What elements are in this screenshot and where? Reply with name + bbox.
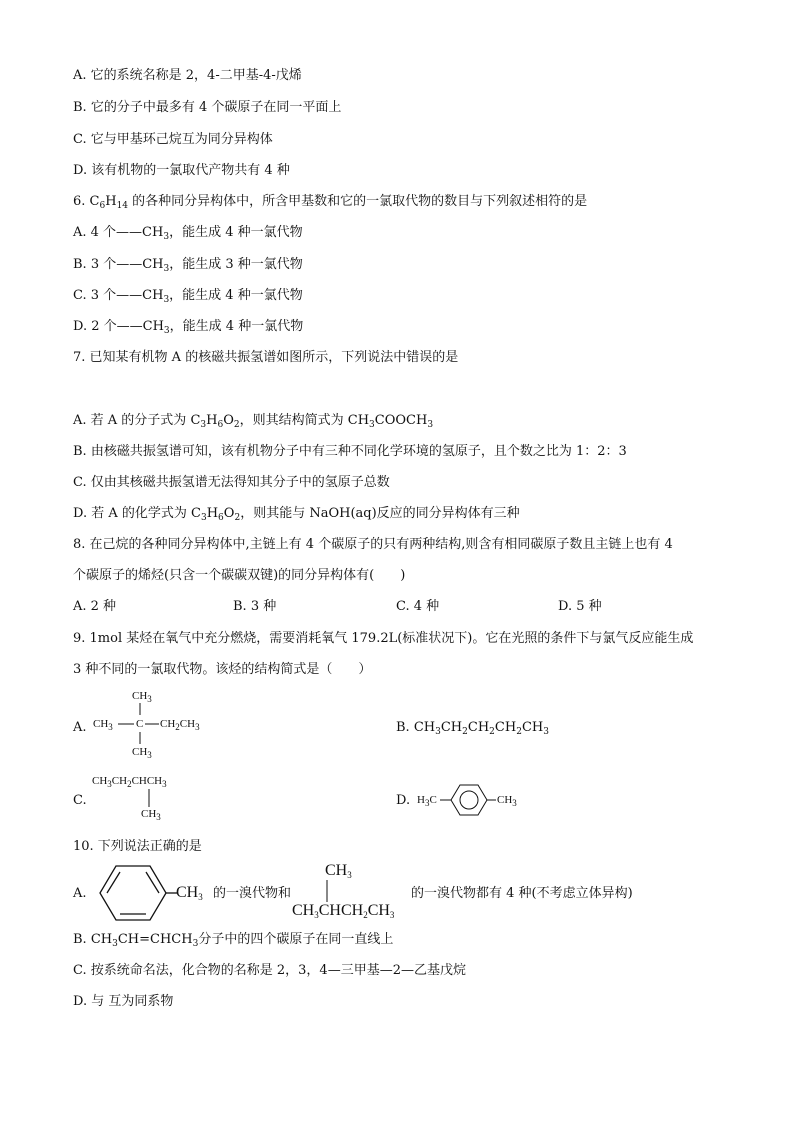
q9-a-center-carbon: C <box>136 718 144 730</box>
q7-option-d: D. 若 A 的化学式为 $C_3H_6O_2$，则其能与 NaOH(aq)反应的同分异构体有三种 <box>73 506 520 523</box>
q9-option-d-label: D. <box>396 793 411 808</box>
q10-a-isopentane-chain: $CH_3CHCH_2CH_3$ <box>292 902 395 920</box>
q6-option-d: D. 2 个$——CH_3$，能生成 4 种一氯代物 <box>73 319 304 336</box>
q8-option-d: D. 5 种 <box>558 599 602 614</box>
q8-stem-line2: 个碳原子的烯烃(只含一个碳碳双键)的同分异构体有( ) <box>73 568 406 583</box>
q9-stem-line2: 3 种不同的一氯取代物。该烃的结构简式是（ ） <box>73 662 372 677</box>
q6-stem: 6. $C_6H_{14}$ 的各种同分异构体中，所含甲基数和它的一氯取代物的数目与下列叙述相符的是 <box>73 194 588 211</box>
q6-option-b: B. 3 个$——CH_3$，能生成 3 种一氯代物 <box>73 257 303 274</box>
q9-a-bond-bottom <box>140 732 142 734</box>
q8-option-c: C. 4 种 <box>396 599 440 614</box>
q9-a-right-ethyl: $CH_2CH_3$ <box>160 718 200 732</box>
q9-a-bond-left <box>118 724 120 726</box>
q5-option-d: D. 该有机物的一氯取代产物共有 4 种 <box>73 163 290 178</box>
q9-c-bond-branch <box>149 789 151 791</box>
q8-option-b: B. 3 种 <box>233 599 277 614</box>
q10-a-benzene-ring <box>92 860 182 930</box>
q9-d-left-methyl: $H_3C$ <box>417 794 437 808</box>
q8-stem-line1: 8. 在己烷的各种同分异构体中,主链上有 4 个碳原子的只有两种结构,则含有相同碳原子数且主链上也有 4 <box>73 537 673 552</box>
q5-option-c: C. 它与甲基环己烷互为同分异构体 <box>73 132 273 147</box>
q7-option-b: B. 由核磁共振氢谱可知，该有机物分子中有三种不同化学环境的氢原子，且个数之比为 1：2：3 <box>73 444 627 459</box>
q6-option-c: C. 3 个$——CH_3$，能生成 4 种一氯代物 <box>73 288 303 305</box>
q9-option-a-label: A. <box>73 720 87 735</box>
q9-c-main-chain: $CH_3CH_2CHCH_3$ <box>92 775 167 789</box>
q10-option-a-post: 的一溴代物都有 4 种(不考虑立体异构) <box>411 886 633 901</box>
q9-option-b: B. $CH_3CH_2CH_2CH_2CH_3$ <box>396 720 549 737</box>
q9-a-bond-top <box>140 703 142 705</box>
q10-a-isopentane-bond <box>327 880 329 882</box>
q7-option-a: A. 若 A 的分子式为 $C_3H_6O_2$，则其结构简式为 $CH_3COOCH_3$ <box>73 413 434 430</box>
q10-a-isopentane-branch: $CH_3$ <box>325 862 352 880</box>
q9-d-right-methyl: $CH_3$ <box>497 794 517 808</box>
q5-option-b: B. 它的分子中最多有 4 个碳原子在同一平面上 <box>73 100 342 115</box>
q9-d-benzene-ring <box>440 780 500 820</box>
q7-stem: 7. 已知某有机物 A 的核磁共振氢谱如图所示，下列说法中错误的是 <box>73 350 459 365</box>
q10-option-b: B. $CH_3CH=CHCH_3$分子中的四个碳原子在同一直线上 <box>73 932 394 949</box>
q9-a-bond-right <box>145 724 147 726</box>
q9-stem-line1: 9. 1mol 某烃在氧气中充分燃烧，需要消耗氧气 179.2L(标准状况下)。它在光照的条件下与氯气反应能生成 <box>73 631 694 646</box>
q10-option-d: D. 与 互为同系物 <box>73 994 174 1009</box>
q10-a-methyl: $CH_3$ <box>176 884 203 902</box>
q6-option-a: A. 4 个$——CH_3$，能生成 4 种一氯代物 <box>73 225 303 242</box>
q9-a-top-methyl: $CH_3$ <box>132 690 152 704</box>
q9-a-left-methyl: $CH_3$ <box>93 718 113 732</box>
q7-option-c: C. 仅由其核磁共振氢谱无法得知其分子中的氢原子总数 <box>73 475 390 490</box>
q10-option-c: C. 按系统命名法，化合物的名称是 2，3，4—三甲基—2—乙基戊烷 <box>73 963 466 978</box>
q9-option-c-label: C. <box>73 793 87 808</box>
q10-option-a-middle: 的一溴代物和 <box>213 886 292 901</box>
q10-option-a-label: A. <box>73 886 87 901</box>
q5-option-a: A. 它的系统名称是 2，4-二甲基-4-戊烯 <box>73 68 302 83</box>
q10-stem: 10. 下列说法正确的是 <box>73 839 202 854</box>
q8-option-a: A. 2 种 <box>73 599 117 614</box>
q9-c-branch-methyl: $CH_3$ <box>141 808 161 822</box>
q9-a-bottom-methyl: $CH_3$ <box>132 746 152 760</box>
